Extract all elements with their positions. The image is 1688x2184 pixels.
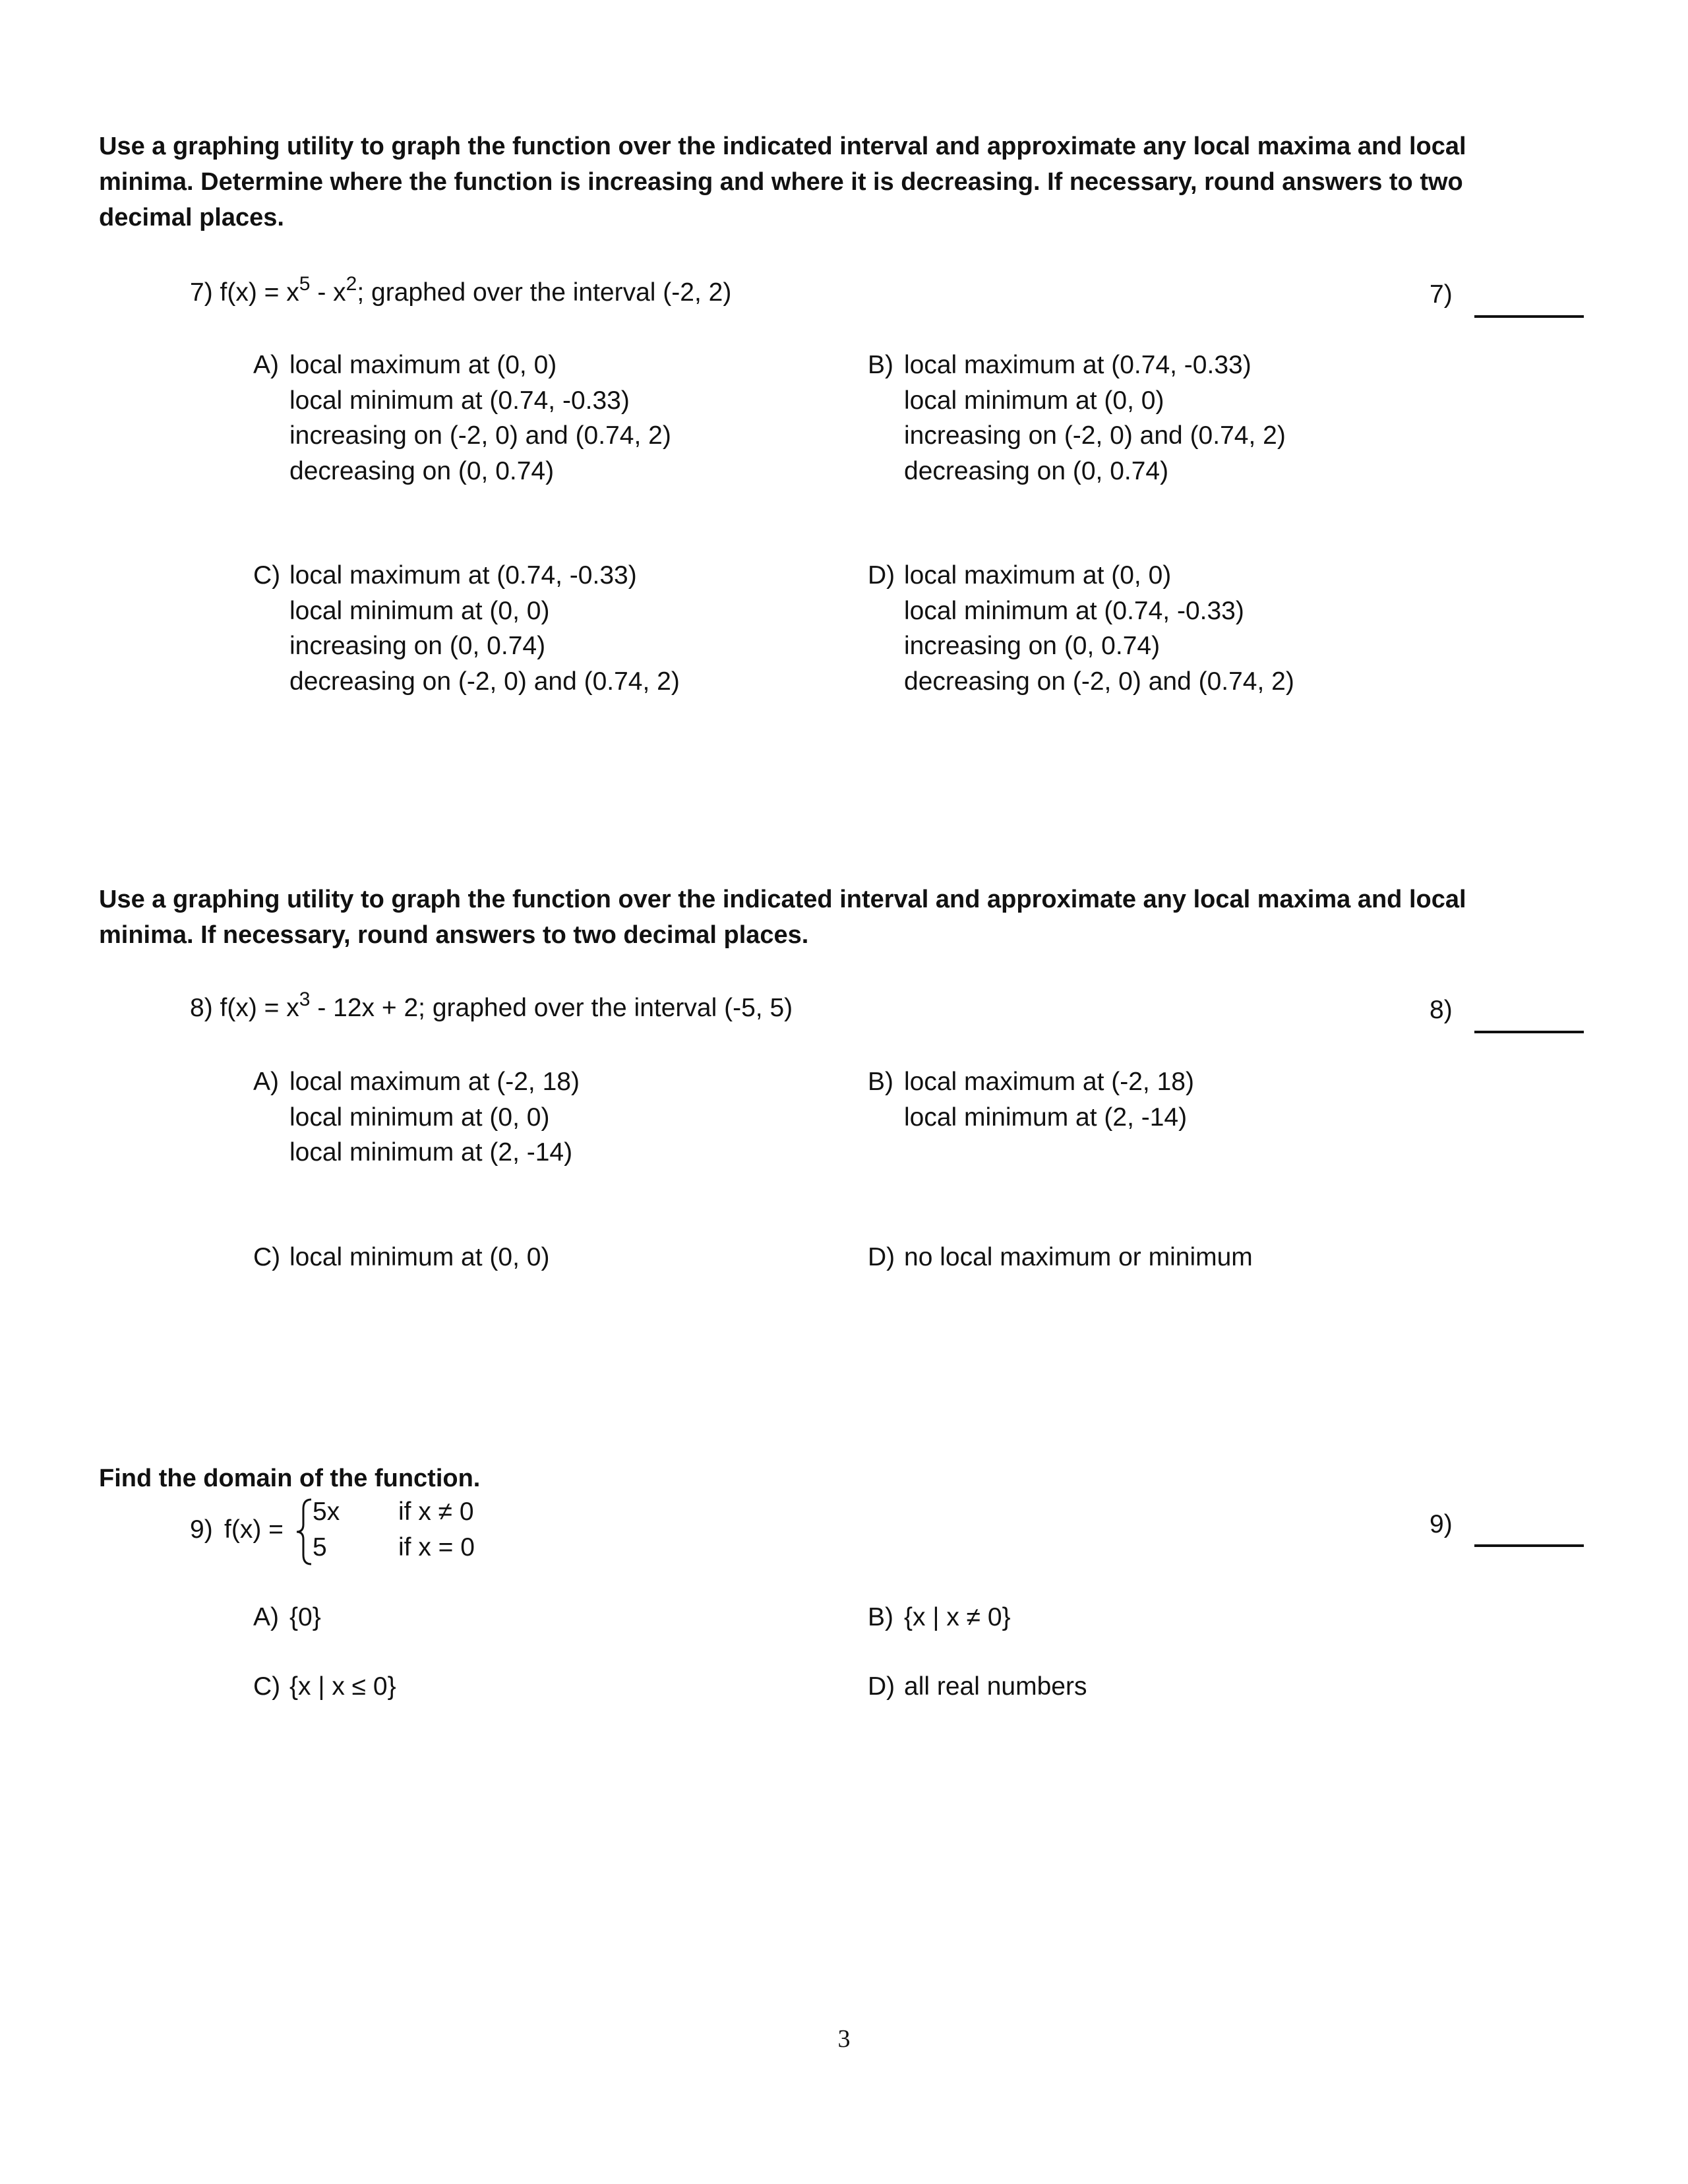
question-7-text xyxy=(190,273,732,307)
choice-letter: A) xyxy=(253,1068,279,1096)
choice-9b[interactable] xyxy=(868,1600,1011,1635)
choice-letter: B) xyxy=(868,351,893,379)
answer-blank-9[interactable] xyxy=(1474,1544,1584,1547)
choice-9a[interactable] xyxy=(253,1600,321,1635)
instructions-section-1: Use a graphing utility to graph the function over the indicated interval and approximate any local maxima and local minima. Determine where the function is increasing and where it is decreasing. If necessary, round answers to two decimal places. xyxy=(99,133,1466,231)
question-number: 7) xyxy=(190,278,213,307)
answer-label-7: 7) xyxy=(1430,280,1453,309)
choice-line: local minimum at (2, -14) xyxy=(289,1138,573,1167)
function-prefix: f(x) = x xyxy=(220,278,299,307)
choice-line: decreasing on (-2, 0) and (0.74, 2) xyxy=(904,667,1294,696)
case-1-condition: if x ≠ 0 xyxy=(398,1498,474,1526)
choice-line: local maximum at (0.74, -0.33) xyxy=(289,561,637,590)
choice-7d[interactable] xyxy=(868,558,1294,699)
page-number: 3 xyxy=(837,2025,851,2053)
choice-line: {x | x ≤ 0} xyxy=(289,1672,396,1701)
case-2-expression: 5 xyxy=(313,1533,327,1562)
question-9-function-prefix: f(x) = xyxy=(224,1515,284,1544)
answer-label-9: 9) xyxy=(1430,1510,1453,1538)
choice-letter: A) xyxy=(253,351,279,379)
answer-blank-8[interactable] xyxy=(1474,1031,1584,1033)
choice-9d[interactable] xyxy=(868,1669,1087,1705)
choice-line: decreasing on (0, 0.74) xyxy=(289,456,555,485)
choice-line: local maximum at (-2, 18) xyxy=(289,1068,580,1096)
choice-line: local maximum at (-2, 18) xyxy=(904,1068,1194,1096)
question-8-text xyxy=(190,988,793,1023)
answer-blank-7[interactable] xyxy=(1474,315,1584,318)
choice-line: {x | x ≠ 0} xyxy=(904,1603,1011,1631)
instructions-section-2: Use a graphing utility to graph the function over the indicated interval and approximate any local maxima and local minima. If necessary, round answers to two decimal places. xyxy=(99,886,1466,949)
choice-letter: B) xyxy=(868,1068,893,1096)
answer-label-8: 8) xyxy=(1430,996,1453,1024)
exponent: 3 xyxy=(299,988,311,1010)
question-9-number: 9) xyxy=(190,1515,213,1544)
choice-line: local maximum at (0.74, -0.33) xyxy=(904,351,1251,379)
choice-line: increasing on (0, 0.74) xyxy=(904,632,1160,660)
choice-line: increasing on (-2, 0) and (0.74, 2) xyxy=(289,421,671,450)
function-middle: - x xyxy=(310,278,346,307)
choice-line: decreasing on (-2, 0) and (0.74, 2) xyxy=(289,667,680,696)
exponent: 5 xyxy=(299,273,311,295)
function-suffix: ; graphed over the interval (-2, 2) xyxy=(357,278,732,307)
case-2-condition: if x = 0 xyxy=(398,1533,475,1562)
choice-line: local minimum at (0.74, -0.33) xyxy=(289,386,630,415)
choice-letter: A) xyxy=(253,1603,279,1631)
choice-letter: C) xyxy=(253,1672,281,1701)
choice-letter: D) xyxy=(868,561,895,590)
choice-line: local minimum at (0, 0) xyxy=(289,596,550,625)
left-brace-icon xyxy=(293,1496,315,1568)
instructions-section-3: Find the domain of the function. xyxy=(99,1465,481,1492)
choice-line: local minimum at (0.74, -0.33) xyxy=(904,596,1244,625)
choice-7a[interactable] xyxy=(253,348,671,489)
choice-line: local minimum at (0, 0) xyxy=(904,386,1164,415)
choice-line: increasing on (-2, 0) and (0.74, 2) xyxy=(904,421,1286,450)
choice-line: local minimum at (2, -14) xyxy=(904,1103,1188,1132)
question-number: 8) xyxy=(190,994,213,1022)
choice-line: local minimum at (0, 0) xyxy=(289,1103,550,1132)
choice-letter: B) xyxy=(868,1603,893,1631)
choice-line: no local maximum or minimum xyxy=(904,1243,1253,1271)
choice-7b[interactable] xyxy=(868,348,1286,489)
choice-line: decreasing on (0, 0.74) xyxy=(904,456,1169,485)
choice-line: increasing on (0, 0.74) xyxy=(289,632,546,660)
choice-letter: D) xyxy=(868,1672,895,1701)
choice-8c[interactable] xyxy=(253,1240,549,1275)
choice-letter: D) xyxy=(868,1243,895,1271)
choice-7c[interactable] xyxy=(253,558,680,699)
function-prefix: f(x) = x xyxy=(220,994,299,1022)
case-1-expression: 5x xyxy=(313,1498,340,1526)
function-suffix: - 12x + 2; graphed over the interval (-5, 5) xyxy=(310,994,793,1022)
choice-line: local minimum at (0, 0) xyxy=(289,1243,550,1271)
choice-letter: C) xyxy=(253,1243,281,1271)
choice-8d[interactable] xyxy=(868,1240,1253,1275)
choice-line: local maximum at (0, 0) xyxy=(904,561,1172,590)
choice-line: local maximum at (0, 0) xyxy=(289,351,557,379)
choice-9c[interactable] xyxy=(253,1669,396,1705)
choice-8b[interactable] xyxy=(868,1064,1194,1135)
choice-line: all real numbers xyxy=(904,1672,1087,1701)
exponent: 2 xyxy=(346,273,357,295)
choice-8a[interactable] xyxy=(253,1064,580,1170)
choice-letter: C) xyxy=(253,561,281,590)
choice-line: {0} xyxy=(289,1603,321,1631)
